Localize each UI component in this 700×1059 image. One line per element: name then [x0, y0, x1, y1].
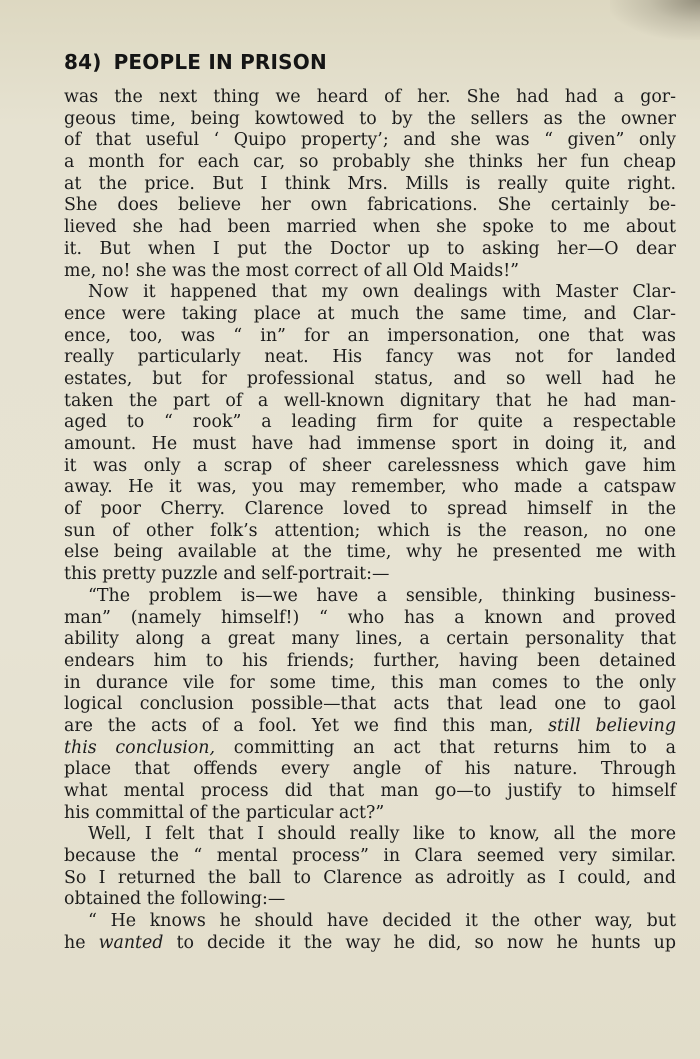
text-line: of poor Cherry. Clarence loved to spread himself in the [64, 499, 676, 520]
text-line: So I returned the ball to Clarence as adroitly as I could, and [64, 867, 676, 888]
text-segment: committing an act that returns him to a [215, 737, 676, 758]
text-line: “ He knows he should have decided it the other way, but [88, 911, 676, 932]
text-line [64, 933, 676, 955]
text-line: because the “ mental process” in Clara seemed very similar. [64, 846, 676, 867]
text-line: amount. He must have had immense sport in doing it, and [64, 434, 676, 454]
page-corner-shadow [610, 0, 700, 40]
text-line: She does believe her own fabrications. She certainly be- [64, 195, 676, 216]
running-title: PEOPLE IN PRISON [113, 50, 327, 74]
text-line: ence, too, was “ in” for an impersonation, one that was [64, 325, 676, 346]
text-line: it. But when I put the Doctor up to asking her—O dear [64, 238, 676, 259]
text-line: lieved she had been married when she spoke to me about [64, 217, 676, 238]
text-line: Well, I felt that I should really like to know, all the more [88, 824, 676, 845]
page-body-text [64, 87, 676, 955]
text-line: “The problem is—we have a sensible, thinking business- [88, 585, 676, 606]
text-line: away. He it was, you may remember, who made a catspaw [64, 477, 676, 498]
italic-text: this conclusion, [64, 737, 216, 758]
text-line: aged to “ rook” a leading firm for quite a respectable [64, 412, 676, 433]
text-line: it was only a scrap of sheer carelessness which gave him [64, 455, 676, 476]
text-line: Now it happened that my own dealings with Master Clar- [88, 282, 676, 303]
text-line: sun of other folk’s attention; which is the reason, no one [64, 520, 676, 541]
text-line: ability along a great many lines, a certain personality that [64, 629, 676, 650]
italic-text: still believing [548, 715, 677, 736]
text-line: estates, but for professional status, and so well had he [64, 368, 676, 389]
text-segment: to decide it the way he did, so now he hunts up [163, 932, 676, 953]
italic-text: wanted [98, 932, 164, 953]
text-line [64, 716, 676, 738]
text-line: this pretty puzzle and self-portrait:— [64, 564, 390, 585]
text-line: really particularly neat. His fancy was not for landed [64, 347, 676, 368]
text-line: me, no! she was the most correct of all Old Maids!” [64, 260, 520, 281]
text-line: obtained the following:— [64, 889, 286, 910]
text-line: a month for each car, so probably she thinks her fun cheap [64, 152, 676, 173]
text-line: what mental process did that man go—to justify to himself [64, 781, 676, 801]
text-line: ence were taking place at much the same time, and Clar- [64, 303, 676, 324]
text-line: in durance vile for some time, this man comes to the only [64, 672, 676, 693]
text-line: was the next thing we heard of her. She had had a gor- [64, 87, 676, 107]
text-line [64, 738, 676, 760]
text-line: geous time, being kowtowed to by the sellers as the owner [64, 108, 676, 129]
text-line: of that useful ‘ Quipo property’; and she was “ given” only [64, 130, 676, 151]
text-line: place that offends every angle of his nature. Through [64, 759, 676, 780]
text-line: man” (namely himself!) “ who has a known and proved [64, 607, 676, 628]
running-header [64, 50, 327, 74]
text-line: else being available at the time, why he presented me with [64, 542, 676, 563]
text-line: endears him to his friends; further, having been detained [64, 650, 676, 671]
text-line: at the price. But I think Mrs. Mills is really quite right. [64, 173, 676, 194]
text-line: logical conclusion possible—that acts that lead one to gaol [64, 694, 676, 715]
text-segment: are the acts of a fool. Yet we find this man, [64, 715, 549, 736]
text-line: taken the part of a well-known dignitary that he had man- [64, 390, 676, 411]
page-number: 84) [64, 50, 102, 74]
text-segment: he [64, 932, 99, 953]
text-line: his committal of the particular act?” [64, 802, 385, 823]
